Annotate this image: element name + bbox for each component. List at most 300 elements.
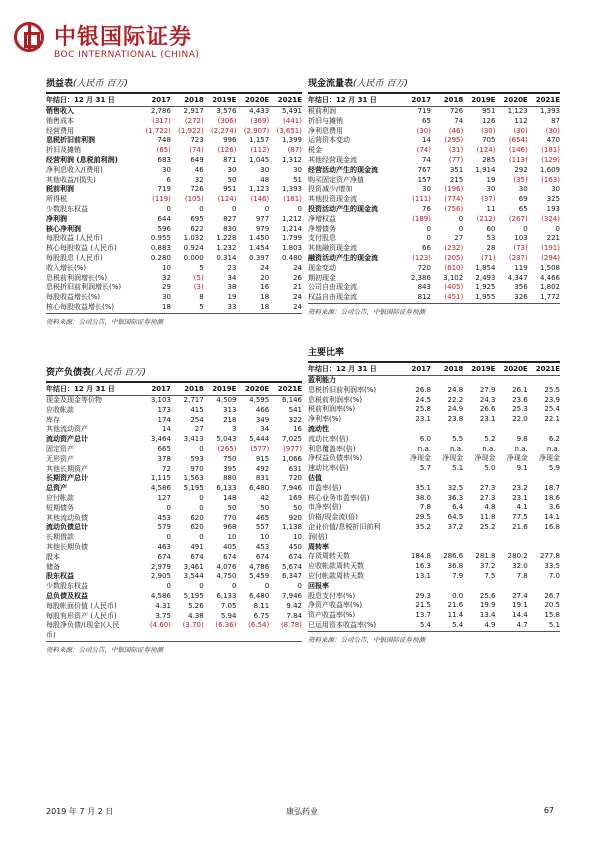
row-value: 977 bbox=[255, 214, 270, 223]
row-value bbox=[528, 533, 560, 543]
row-value: (181) bbox=[541, 146, 560, 155]
row-value: 1,955 bbox=[463, 293, 495, 303]
financial-table bbox=[46, 94, 302, 314]
row-value: 26 bbox=[293, 273, 302, 282]
row-value: 23.8 bbox=[447, 415, 464, 424]
row-value: 29.5 bbox=[415, 513, 431, 522]
row-value: 64.5 bbox=[447, 513, 464, 522]
row-value: 1.232 bbox=[216, 244, 237, 253]
column-header-year: 2019E bbox=[204, 383, 237, 396]
row-value: 7.84 bbox=[286, 611, 302, 620]
row-value: 24.9 bbox=[447, 405, 464, 414]
row-label: 应收帐款 bbox=[46, 405, 74, 414]
table-row bbox=[46, 274, 302, 284]
row-value: 3,576 bbox=[216, 107, 237, 115]
row-value: (37) bbox=[481, 195, 496, 204]
row-value: 0 bbox=[199, 503, 204, 512]
row-value: 9.1 bbox=[516, 464, 528, 473]
row-value: 405 bbox=[223, 542, 237, 551]
row-value: n.a. bbox=[417, 444, 431, 453]
row-value: (610) bbox=[444, 263, 464, 272]
row-value: 35.2 bbox=[415, 522, 431, 531]
column-header-year: 2019E bbox=[463, 94, 495, 107]
row-value: 30 bbox=[518, 185, 528, 194]
row-value: 19.9 bbox=[479, 601, 496, 610]
row-value bbox=[528, 376, 560, 386]
row-value: 16 bbox=[260, 283, 270, 292]
row-value: (163) bbox=[541, 175, 560, 184]
column-header-year: 2021E bbox=[269, 94, 302, 107]
section-title-text: 主要比率 bbox=[308, 348, 345, 358]
row-value: 0 bbox=[297, 204, 302, 213]
row-value: 27.3 bbox=[479, 483, 496, 492]
row-value: (129) bbox=[541, 155, 560, 164]
table-row bbox=[46, 494, 302, 504]
row-value: 34 bbox=[227, 273, 237, 282]
table-row bbox=[308, 176, 560, 186]
row-value: 11.8 bbox=[479, 513, 496, 522]
table-row bbox=[46, 303, 302, 313]
row-value: 356 bbox=[514, 283, 528, 292]
row-value: (756) bbox=[444, 204, 464, 213]
table-row bbox=[308, 543, 560, 553]
row-value: 38.0 bbox=[415, 493, 431, 502]
row-label: 净权益负债率(%) bbox=[308, 454, 363, 463]
table-row bbox=[308, 621, 560, 631]
row-value: (196) bbox=[444, 185, 464, 194]
row-value: 18 bbox=[236, 303, 269, 313]
row-value: 5,195 bbox=[183, 484, 204, 493]
row-label: 总负债及权益 bbox=[46, 591, 88, 600]
row-value: 5,043 bbox=[216, 435, 237, 444]
row-value: (3.70) bbox=[182, 621, 204, 630]
row-label: 每股净负债/(现金)(人民 bbox=[46, 621, 120, 630]
row-value: 1,393 bbox=[281, 185, 302, 194]
table-row bbox=[46, 631, 302, 641]
row-value: 453 bbox=[157, 513, 171, 522]
row-value: 33.5 bbox=[544, 562, 560, 571]
row-value: 620 bbox=[190, 523, 204, 532]
row-value: 843 bbox=[417, 283, 431, 292]
row-label: 储备 bbox=[46, 562, 60, 571]
row-value: 65 bbox=[422, 116, 431, 125]
row-value: 23.9 bbox=[544, 395, 560, 404]
row-value: (181) bbox=[283, 195, 302, 204]
table-row bbox=[308, 185, 560, 195]
row-value: 325 bbox=[546, 195, 560, 204]
row-value bbox=[528, 474, 560, 484]
row-label: 每股收益 (人民币) bbox=[46, 234, 103, 243]
row-label: 购买固定资产净值 bbox=[308, 175, 364, 184]
row-label: 折旧及摊销 bbox=[46, 146, 81, 155]
row-value bbox=[431, 474, 463, 484]
row-value: 395 bbox=[223, 464, 237, 473]
cash-flow-section bbox=[308, 76, 560, 316]
row-value: 0 bbox=[199, 493, 204, 502]
row-value: 50 bbox=[227, 503, 237, 512]
row-value: 0 bbox=[458, 214, 464, 223]
row-value: 30 bbox=[162, 293, 171, 302]
row-value: 5.1 bbox=[452, 464, 464, 473]
row-value: 24 bbox=[260, 263, 270, 272]
row-value: 7.0 bbox=[548, 571, 560, 580]
row-value: 831 bbox=[255, 474, 270, 483]
row-value bbox=[495, 376, 527, 386]
row-value: 0 bbox=[231, 582, 237, 591]
table-row bbox=[46, 215, 302, 225]
row-label: 长期借款 bbox=[46, 533, 74, 542]
row-value: 24 bbox=[269, 303, 302, 313]
row-value bbox=[399, 376, 431, 386]
row-value: 25.6 bbox=[479, 591, 496, 600]
row-value: 0.000 bbox=[183, 253, 204, 262]
table-row bbox=[46, 176, 302, 186]
table-row bbox=[308, 254, 560, 264]
row-value: 2,979 bbox=[150, 562, 171, 571]
row-value: 23.2 bbox=[512, 483, 528, 492]
row-value: 净现金 bbox=[474, 454, 496, 463]
row-value: 5.9 bbox=[548, 464, 560, 473]
row-value: (317) bbox=[152, 116, 171, 125]
row-value: 5,491 bbox=[281, 107, 302, 115]
row-label: 净增权益 bbox=[308, 214, 336, 223]
row-value: (5) bbox=[193, 273, 204, 282]
row-label: 核心每股收益增长(%) bbox=[46, 303, 138, 313]
row-value: 0.480 bbox=[281, 253, 302, 262]
row-value: 695 bbox=[190, 214, 204, 223]
row-value: (1,922) bbox=[178, 126, 204, 135]
column-header-year: 2021E bbox=[528, 94, 560, 107]
row-label: 润(倍) bbox=[308, 532, 328, 541]
row-value: 719 bbox=[157, 185, 171, 194]
table-row bbox=[46, 293, 302, 303]
table-row bbox=[46, 396, 302, 406]
row-value: 3.75 bbox=[155, 611, 171, 620]
table-row bbox=[46, 621, 302, 631]
row-value: 4,466 bbox=[539, 273, 560, 282]
table-row bbox=[308, 484, 560, 494]
row-value: 0 bbox=[264, 582, 270, 591]
row-value: 5.1 bbox=[528, 621, 560, 631]
row-label: 息税折旧前利润 bbox=[46, 136, 95, 145]
row-value: 29.3 bbox=[415, 591, 431, 600]
row-value bbox=[138, 631, 171, 641]
row-value: (146) bbox=[508, 146, 528, 155]
row-value: 0.955 bbox=[150, 234, 171, 243]
column-header-year: 2017 bbox=[138, 383, 171, 396]
row-label: 其他融资现金流 bbox=[308, 244, 357, 253]
table-row bbox=[308, 513, 560, 523]
row-label: 核心每股收益 (人民币) bbox=[46, 244, 117, 253]
row-value: (65) bbox=[156, 146, 171, 155]
column-header-year: 2018 bbox=[431, 363, 463, 376]
row-value: 2,386 bbox=[410, 273, 431, 282]
table-row bbox=[46, 435, 302, 445]
row-label: 其他流动资产 bbox=[46, 425, 88, 434]
row-value: 16.8 bbox=[544, 522, 560, 531]
row-value: 6 bbox=[166, 175, 171, 184]
table-row bbox=[308, 425, 560, 435]
row-value: 103 bbox=[514, 234, 528, 243]
row-value: 10 bbox=[260, 533, 270, 542]
row-value: 726 bbox=[190, 185, 204, 194]
row-value: 74 bbox=[422, 155, 431, 164]
table-header-row bbox=[46, 94, 302, 107]
row-value: (111) bbox=[412, 195, 431, 204]
row-value: 26.6 bbox=[479, 405, 496, 414]
boc-logo-icon bbox=[14, 22, 44, 52]
row-value: 292 bbox=[514, 165, 528, 174]
row-value: 32.0 bbox=[512, 562, 528, 571]
row-value: 65 bbox=[518, 204, 528, 213]
row-value: 76 bbox=[422, 204, 431, 213]
row-value: 1,772 bbox=[528, 293, 560, 303]
row-value: 34 bbox=[260, 425, 270, 434]
row-label: 净资产收益率(%) bbox=[308, 601, 363, 610]
row-value: 0 bbox=[458, 224, 464, 233]
row-value: 748 bbox=[157, 136, 171, 145]
table-row bbox=[46, 225, 302, 235]
row-value: 2,917 bbox=[183, 107, 204, 115]
row-value: 4,347 bbox=[507, 273, 528, 282]
row-label: 现金及现金等价物 bbox=[46, 396, 102, 404]
column-header-year: 2017 bbox=[399, 94, 431, 107]
row-label: 固定资产 bbox=[46, 444, 74, 453]
row-value: 净现金 bbox=[442, 454, 464, 463]
row-value: 596 bbox=[157, 224, 171, 233]
row-value: 5 bbox=[199, 263, 204, 272]
row-label: 少数股东权益 bbox=[46, 582, 88, 591]
row-value: (1,722) bbox=[145, 126, 171, 135]
row-label: 已运用资本收益率(%) bbox=[308, 621, 399, 631]
row-value bbox=[431, 582, 463, 592]
row-value bbox=[171, 631, 204, 641]
row-value: 920 bbox=[288, 513, 302, 522]
row-value: (123) bbox=[412, 253, 431, 262]
row-value: 620 bbox=[190, 513, 204, 522]
row-value: 30 bbox=[162, 165, 171, 174]
row-value: 1.454 bbox=[249, 244, 270, 253]
row-value: 14 bbox=[422, 136, 431, 145]
row-value: 32 bbox=[162, 273, 171, 282]
row-value: 48 bbox=[260, 175, 270, 184]
row-value: 5,459 bbox=[249, 572, 270, 581]
table-row bbox=[46, 205, 302, 215]
row-value: 767 bbox=[417, 165, 431, 174]
row-value: 30 bbox=[551, 185, 560, 194]
row-value: 184.8 bbox=[410, 552, 431, 561]
row-value: (441) bbox=[283, 116, 302, 125]
row-value: 6,133 bbox=[216, 484, 237, 493]
row-value: 1,045 bbox=[249, 155, 270, 164]
section-title-text: 损益表 bbox=[46, 79, 74, 89]
row-value: 0 bbox=[166, 582, 171, 591]
row-value bbox=[399, 543, 431, 553]
row-value: (295) bbox=[444, 136, 464, 145]
row-value: 2,493 bbox=[475, 273, 496, 282]
row-label: 存货周转天数 bbox=[308, 552, 350, 561]
row-value: 6,347 bbox=[281, 572, 302, 581]
row-value: 19 bbox=[486, 175, 496, 184]
row-value: 631 bbox=[288, 464, 302, 473]
row-value: 1,399 bbox=[281, 136, 302, 145]
row-value: 36.3 bbox=[447, 493, 464, 502]
row-value: 14.1 bbox=[544, 513, 560, 522]
row-value: 126 bbox=[482, 116, 496, 125]
column-header-year: 2020E bbox=[236, 383, 269, 396]
table-row bbox=[308, 166, 560, 176]
row-value: 1,123 bbox=[507, 107, 528, 115]
row-value: 6,146 bbox=[281, 396, 302, 404]
row-value: 719 bbox=[417, 107, 431, 115]
table-row bbox=[308, 572, 560, 582]
row-value: (6.36) bbox=[215, 621, 237, 630]
row-value: 6,480 bbox=[249, 591, 270, 600]
row-value: (30) bbox=[545, 126, 560, 135]
table-row bbox=[308, 225, 560, 235]
row-value: 112 bbox=[514, 116, 528, 125]
row-value: 22.0 bbox=[512, 415, 528, 424]
table-row bbox=[308, 582, 560, 592]
row-value: 26.8 bbox=[415, 385, 431, 394]
row-value: 23.6 bbox=[512, 395, 528, 404]
table-row bbox=[308, 533, 560, 543]
row-value: 7.05 bbox=[220, 601, 237, 610]
row-value: (212) bbox=[476, 214, 496, 223]
row-value: (87) bbox=[287, 146, 302, 155]
row-label: 经营费用 bbox=[46, 126, 74, 135]
row-value: 27 bbox=[454, 234, 464, 243]
row-value: (191) bbox=[541, 244, 560, 253]
key-ratios-section bbox=[308, 345, 560, 644]
row-value: 6,480 bbox=[249, 484, 270, 493]
row-value: 25.2 bbox=[479, 522, 496, 531]
table-row bbox=[308, 244, 560, 254]
table-row bbox=[308, 523, 560, 533]
row-value: (113) bbox=[508, 155, 528, 164]
row-value: 35.1 bbox=[415, 483, 431, 492]
row-value: 644 bbox=[157, 214, 171, 223]
row-value: 5,195 bbox=[183, 591, 204, 600]
row-value: 148 bbox=[223, 493, 237, 502]
row-label: 总资产 bbox=[46, 484, 67, 493]
row-value: 13.7 bbox=[415, 611, 431, 620]
row-value: 0 bbox=[199, 582, 204, 591]
row-value: 1,157 bbox=[249, 136, 270, 145]
row-value: 10 bbox=[293, 533, 302, 542]
row-value: 51 bbox=[293, 175, 302, 184]
row-value: 9.42 bbox=[286, 601, 302, 610]
row-value: 4,586 bbox=[150, 484, 171, 493]
row-value: (272) bbox=[184, 116, 204, 125]
row-label: 长期资产总计 bbox=[46, 474, 88, 483]
row-value: 27.9 bbox=[479, 385, 496, 394]
row-value bbox=[399, 425, 431, 435]
row-value: 30 bbox=[293, 165, 302, 174]
column-header-year: 2018 bbox=[431, 94, 463, 107]
row-value: 4,076 bbox=[216, 562, 237, 571]
row-value: 6.0 bbox=[419, 434, 431, 443]
row-label: 销售收入 bbox=[46, 107, 74, 115]
financial-table bbox=[46, 383, 302, 642]
row-value: 1,914 bbox=[475, 165, 496, 174]
column-header-year: 2017 bbox=[138, 94, 171, 107]
table-row bbox=[46, 234, 302, 244]
row-value: 23 bbox=[227, 263, 237, 272]
row-value: 4,586 bbox=[150, 591, 171, 600]
row-value: 6,133 bbox=[216, 591, 237, 600]
row-value: 285 bbox=[482, 155, 496, 164]
row-label: 每股股息 (人民币) bbox=[46, 253, 103, 262]
footer-date: 2019 年 7 月 2 日 bbox=[46, 807, 114, 816]
row-value: 915 bbox=[255, 454, 270, 463]
row-value: 29 bbox=[162, 283, 171, 292]
row-value: 30 bbox=[422, 185, 431, 194]
row-value: 60 bbox=[486, 224, 496, 233]
row-value: 15.8 bbox=[544, 611, 560, 620]
row-value: 50 bbox=[260, 503, 270, 512]
row-label: 其他流动负债 bbox=[46, 513, 88, 522]
row-value: 21 bbox=[293, 283, 302, 292]
row-value: 665 bbox=[157, 444, 171, 453]
table-row bbox=[308, 592, 560, 602]
row-value: 3,461 bbox=[183, 562, 204, 571]
row-value: (73) bbox=[513, 244, 528, 253]
row-value bbox=[399, 582, 431, 592]
row-value: 157 bbox=[417, 175, 431, 184]
row-value: 74 bbox=[454, 116, 464, 125]
row-value: 2,905 bbox=[150, 572, 171, 581]
column-header-year: 2017 bbox=[399, 363, 431, 376]
brand-name-en: BOC INTERNATIONAL (CHINA) bbox=[54, 50, 200, 60]
row-value bbox=[528, 582, 560, 592]
column-header-label: 年结日：12 月 31 日 bbox=[308, 94, 399, 107]
table-row bbox=[46, 127, 302, 137]
row-value: 37.2 bbox=[447, 522, 464, 531]
row-value: 723 bbox=[190, 136, 204, 145]
row-value: (654) bbox=[508, 136, 528, 145]
row-label: 每股有形资产 (人民币) bbox=[46, 611, 117, 620]
table-row bbox=[46, 612, 302, 622]
row-value: 1,312 bbox=[281, 155, 302, 164]
row-value: 1,115 bbox=[150, 474, 171, 483]
row-label: 经营利润 (息税前利润) bbox=[46, 155, 118, 164]
row-value: 0 bbox=[555, 224, 560, 233]
row-value: 1.803 bbox=[281, 244, 302, 253]
row-value: 4,595 bbox=[249, 396, 270, 404]
row-value: 415 bbox=[190, 405, 204, 414]
row-value: 9.8 bbox=[516, 434, 528, 443]
row-value: 0 bbox=[264, 204, 270, 213]
brand-header bbox=[14, 20, 254, 70]
row-value bbox=[399, 533, 431, 543]
row-label: 流动资产总计 bbox=[46, 435, 88, 444]
row-value: 0 bbox=[166, 204, 171, 213]
row-value: 24 bbox=[293, 263, 302, 272]
row-value: 23.1 bbox=[479, 415, 496, 424]
row-label: 每股帐面价值 (人民币) bbox=[46, 601, 117, 610]
row-value: (119) bbox=[152, 195, 171, 204]
table-row bbox=[46, 543, 302, 553]
row-value: 770 bbox=[223, 513, 237, 522]
row-value: 996 bbox=[223, 136, 237, 145]
table-row bbox=[308, 264, 560, 274]
row-value: (3,651) bbox=[276, 126, 302, 135]
row-value: 0.314 bbox=[216, 253, 237, 262]
row-value bbox=[495, 533, 527, 543]
row-value: (77) bbox=[448, 155, 464, 164]
table-row bbox=[46, 455, 302, 465]
